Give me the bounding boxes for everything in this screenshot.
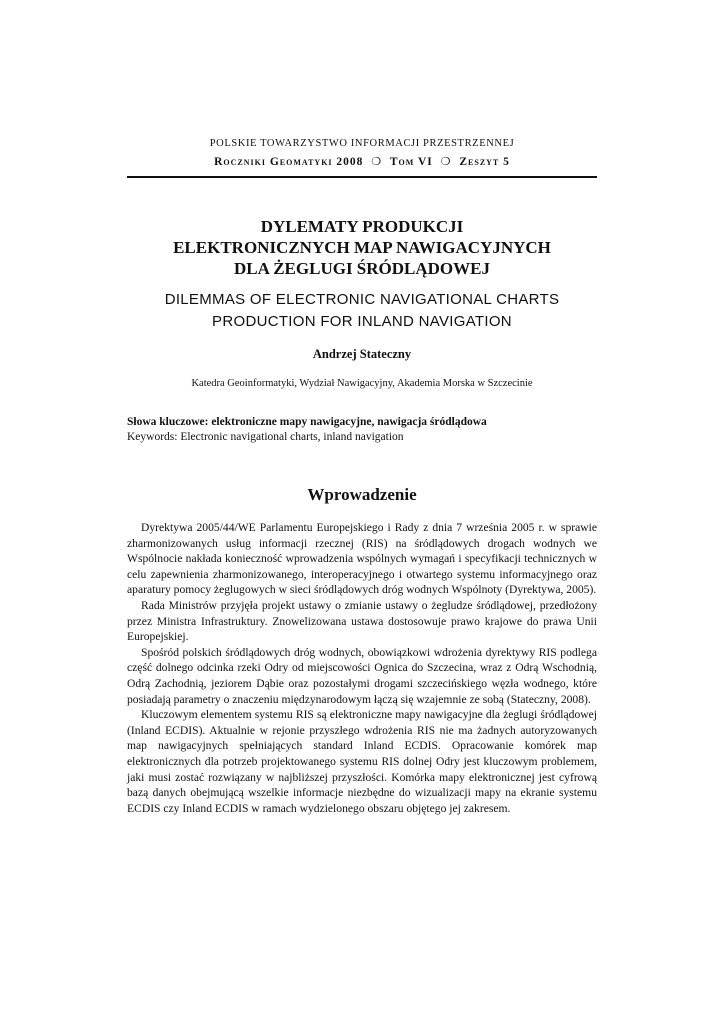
title-line: PRODUCTION FOR INLAND NAVIGATION (212, 313, 512, 330)
section-body (127, 520, 597, 816)
separator-icon: ❍ (440, 156, 452, 168)
title-line: DYLEMATY PRODUKCJI (260, 217, 464, 236)
keywords-block (127, 415, 597, 445)
section-heading: Wprowadzenie (307, 485, 417, 504)
title-line: ELEKTRONICZNYCH MAP NAWIGACYJNYCH (173, 238, 551, 257)
paragraph: Dyrektywa 2005/44/WE Parlamentu Europejskiego i Rady z dnia 7 września 2005 r. w sprawie zharmonizowanych usług informacji rzecznej (RIS) na śródlądowych drogach wodnych we Wspólnocie nakłada konieczność wprowadzenia wspólnych wymagań i specyfikacji technicznych w celu zapewnienia zharmonizowanego, interoperacyjnego i otwartego systemu informacyjnego oraz aparatury pomocy żeglugowych w sieci śródlądowych dróg wodnych Wspólnoty (Dyrektywa, 2005). (127, 521, 597, 597)
volume-label: Tom VI (389, 156, 433, 168)
header-divider (127, 176, 597, 178)
issue-label: Zeszyt 5 (459, 156, 510, 168)
paragraph: Kluczowym elementem systemu RIS są elektroniczne mapy nawigacyjne dla żeglugi śródlądowej (Inland ECDIS). Aktualnie w rejonie przyszłego wdrożenia RIS nie ma żadnych autoryzowanych map nawigacyjnych spełniających standard Inland ECDIS. Opracowanie komórek map elektronicznych dla potrzeb projektowanego systemu RIS dolnej Odry jest kluczowym problemem, jaki musi zostać rozwiązany w najbliższej przyszłości. Komórka mapy elektronicznej jest cyfrową bazą danych obejmującą wszelkie informacje niezbędne do wizualizacji mapy na ekranie systemu ECDIS czy Inland ECDIS w ramach wydzielonego obszaru objętego jej zakresem. (127, 708, 597, 815)
title-english (0, 289, 724, 333)
author-name: Andrzej Stateczny (312, 347, 412, 361)
paragraph: Spośród polskich śródlądowych dróg wodnych, obowiązkowi wdrożenia dyrektywy RIS podlega część dolnego odcinka rzeki Odry od miejscowości Ognica do Szczecina, wraz z Odrą Wschodnią, Odrą Zachodnią, jeziorem Dąbie oraz pozostałymi drogami szczecińskiego węzła wodnego, które posiadają parametry o znaczeniu międzynarodowym łączą się wzajemnie ze sobą (Stateczny, 2008). (127, 645, 597, 706)
title-line: DLA ŻEGLUGI ŚRÓDLĄDOWEJ (234, 259, 490, 278)
author-affiliation: Katedra Geoinformatyki, Wydział Nawigacyjny, Akademia Morska w Szczecinie (191, 378, 533, 389)
journal-title: Roczniki Geomatyki 2008 (214, 156, 364, 168)
keywords-polish: Słowa kluczowe: elektroniczne mapy nawigacyjne, nawigacja śródlądowa (127, 416, 487, 428)
title-line: DILEMMAS OF ELECTRONIC NAVIGATIONAL CHARTS (164, 291, 560, 308)
separator-icon: ❍ (371, 156, 383, 168)
paragraph: Rada Ministrów przyjęła projekt ustawy o zmianie ustawy o żegludze śródlądowej, przedłożony przez Ministra Infrastruktury. Znowelizowana ustawa dostosowuje prawo krajowe do prawa Unii Europejskiej. (127, 598, 597, 644)
title-polish (0, 216, 724, 279)
keywords-english: Keywords: Electronic navigational charts, inland navigation (127, 431, 404, 443)
journal-line (0, 155, 724, 168)
publisher-name: POLSKIE TOWARZYSTWO INFORMACJI PRZESTRZENNEJ (209, 138, 515, 149)
